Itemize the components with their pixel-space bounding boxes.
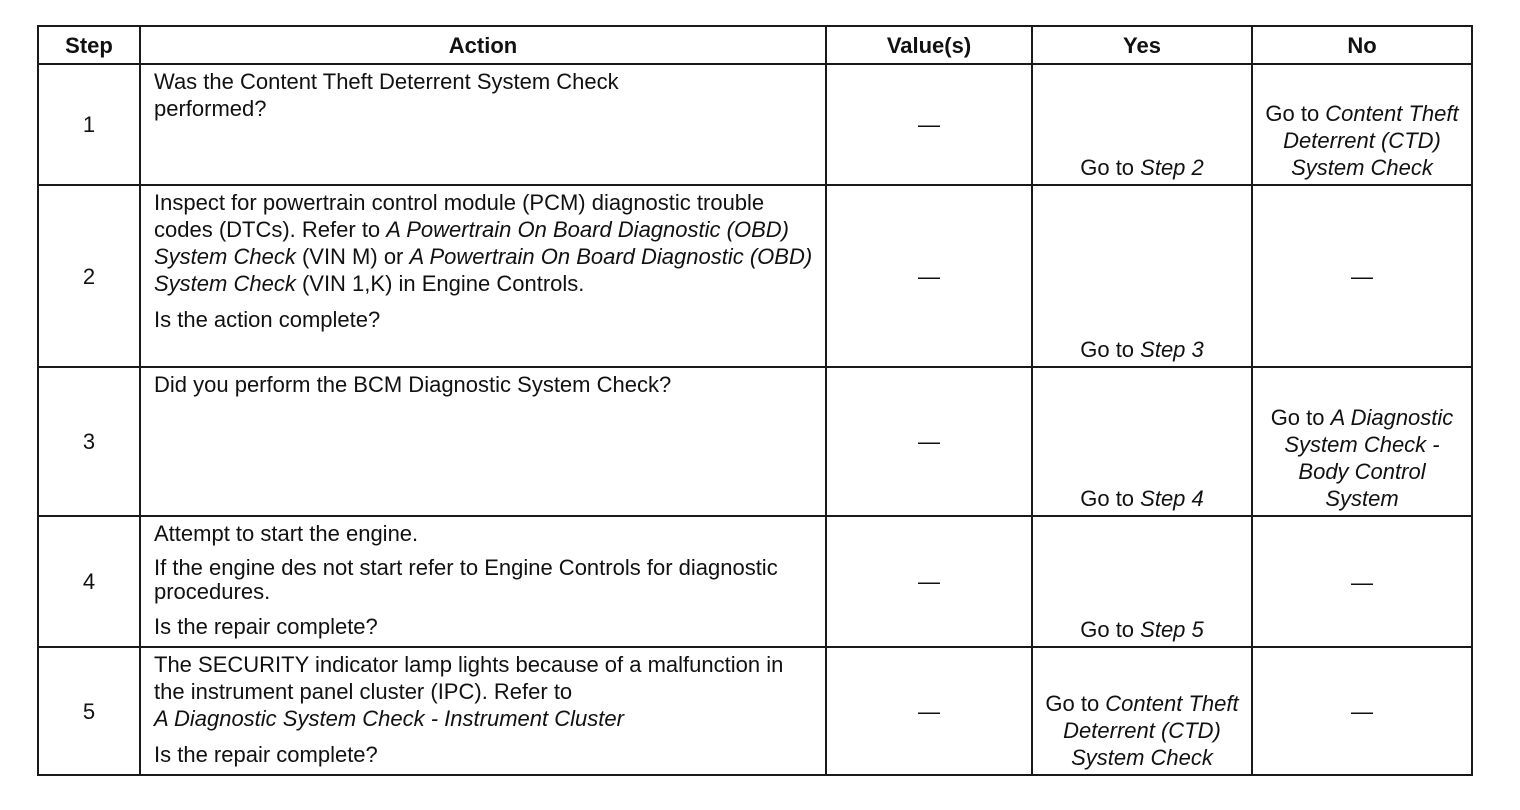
action-question: Is the repair complete?	[154, 614, 378, 639]
yes-prefix: Go to	[1080, 155, 1141, 180]
no-prefix: Go to	[1265, 101, 1326, 126]
reference-link[interactable]: A Powertrain On Board Diagnostic (OBD) System Check	[154, 244, 813, 296]
yes-cell	[1032, 647, 1252, 775]
yes-target-link[interactable]: Step 4	[1140, 486, 1204, 511]
action-cell	[140, 516, 826, 647]
no-cell: —	[1252, 647, 1472, 775]
action-text	[154, 189, 815, 297]
action-text: The SECURITY indicator lamp lights because of a malfunction in the instrument panel cluster (IPC). Refer to	[154, 652, 784, 704]
action-text: Was the Content Theft Deterrent System Check performed?	[154, 69, 619, 121]
action-text-part: (VIN M) or	[295, 244, 410, 269]
no-prefix: Go to	[1270, 405, 1331, 430]
header-yes: Yes	[1032, 26, 1252, 64]
no-cell: —	[1252, 516, 1472, 647]
action-question: Is the action complete?	[154, 307, 381, 332]
step-number: 5	[38, 647, 140, 775]
value-cell: —	[826, 185, 1032, 367]
yes-cell	[1032, 367, 1252, 516]
step-number: 4	[38, 516, 140, 647]
yes-target-link[interactable]: Step 3	[1140, 337, 1204, 362]
table-row	[38, 64, 1472, 185]
yes-prefix: Go to	[1080, 486, 1141, 511]
action-text: Attempt to start the engine.	[154, 521, 419, 546]
action-question: Is the repair complete?	[154, 742, 378, 767]
no-cell	[1252, 64, 1472, 185]
no-cell	[1252, 367, 1472, 516]
yes-prefix: Go to	[1080, 617, 1141, 642]
action-text-part: Inspect for powertrain control module (PCM) diagnostic trouble codes (DTCs). Refer to	[154, 190, 765, 242]
action-text: Did you perform the BCM Diagnostic System Check?	[154, 372, 672, 397]
yes-target-link[interactable]: Step 2	[1140, 155, 1204, 180]
no-target-link[interactable]: A Diagnostic System Check - Body Control System	[1284, 405, 1454, 511]
yes-cell	[1032, 185, 1252, 367]
yes-cell	[1032, 64, 1252, 185]
reference-link[interactable]: A Powertrain On Board Diagnostic (OBD) System Check	[154, 217, 789, 269]
action-cell	[140, 647, 826, 775]
yes-prefix: Go to	[1080, 337, 1141, 362]
value-cell: —	[826, 367, 1032, 516]
value-cell: —	[826, 647, 1032, 775]
header-values: Value(s)	[826, 26, 1032, 64]
table-row	[38, 647, 1472, 775]
yes-cell	[1032, 516, 1252, 647]
table-row	[38, 367, 1472, 516]
reference-link-line	[154, 705, 815, 732]
step-number: 3	[38, 367, 140, 516]
step-number: 1	[38, 64, 140, 185]
table-row	[38, 185, 1472, 367]
action-cell	[140, 185, 826, 367]
header-no: No	[1252, 26, 1472, 64]
value-cell: —	[826, 64, 1032, 185]
diagnostic-table	[37, 25, 1473, 776]
step-number: 2	[38, 185, 140, 367]
no-cell: —	[1252, 185, 1472, 367]
action-cell	[140, 367, 826, 516]
reference-link[interactable]: A Diagnostic System Check - Instrument Cluster	[154, 706, 624, 731]
no-target-link[interactable]: Content Theft Deterrent (CTD) System Check	[1283, 101, 1459, 180]
value-cell: —	[826, 516, 1032, 647]
header-row	[38, 26, 1472, 64]
table-row	[38, 516, 1472, 647]
action-cell	[140, 64, 826, 185]
header-step: Step	[38, 26, 140, 64]
yes-prefix: Go to	[1045, 691, 1106, 716]
header-action: Action	[140, 26, 826, 64]
yes-target-link[interactable]: Step 5	[1140, 617, 1204, 642]
action-text-part: (VIN 1,K) in Engine Controls.	[295, 271, 585, 296]
yes-target-link[interactable]: Content Theft Deterrent (CTD) System Check	[1063, 691, 1239, 770]
action-text: If the engine des not start refer to Engine Controls for diagnostic procedures.	[154, 555, 778, 604]
